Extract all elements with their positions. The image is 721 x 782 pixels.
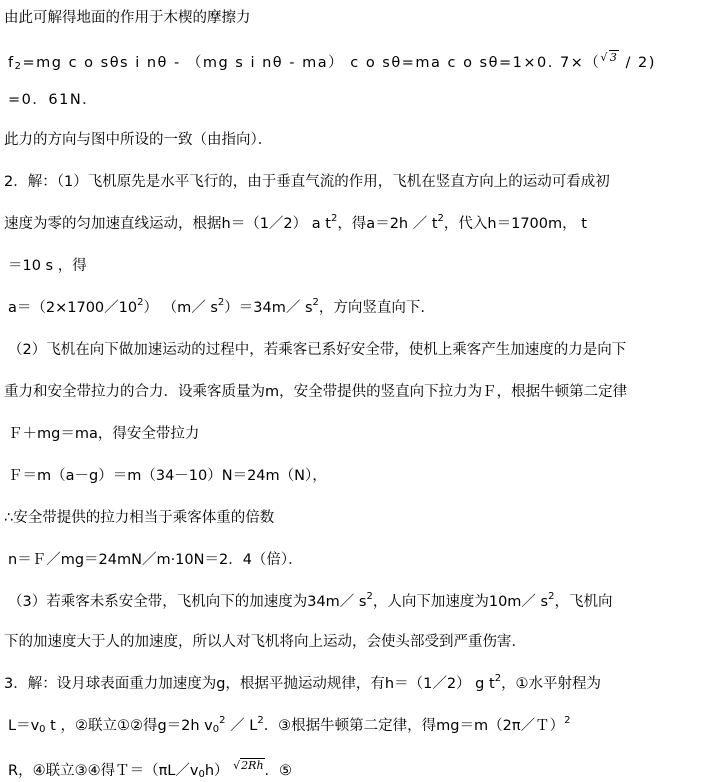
equation-range: [8, 716, 570, 738]
text: ） （m／ s: [143, 300, 218, 316]
superscript: 2: [257, 715, 264, 726]
text: / 2): [619, 55, 656, 71]
text: Ｆ＋mg＝ma，得安全带拉力: [8, 426, 200, 442]
equation-ratio: [8, 550, 303, 572]
text: n＝Ｆ／mg＝24mN／m·10N＝2．4（倍）．: [8, 552, 303, 568]
text: 重力和安全带拉力的合力．设乘客质量为m，安全带提供的竖直向下拉力为Ｆ，根据牛顿第二定律: [4, 384, 628, 400]
subscript: 0: [39, 724, 46, 735]
sqrt-symbol: [600, 50, 619, 64]
radicand: 3: [609, 51, 619, 64]
text-line-direction: [4, 130, 272, 152]
problem-3-heading: [4, 674, 601, 696]
superscript: 2: [366, 591, 373, 602]
text: ，方向竖直向下.: [318, 300, 426, 316]
text: ）＝34m／ s: [224, 300, 313, 316]
equation-newton: [8, 424, 199, 446]
text: =mg c o sθs i nθ - （mg s i nθ - ma） c o sθ=ma c o sθ=1×0. 7×（: [22, 55, 601, 71]
radical-sign: √: [600, 51, 609, 64]
text: ／ L: [225, 718, 258, 734]
text-line-resultant-force: [4, 382, 627, 404]
text-line-therefore: [4, 508, 274, 530]
superscript: 2: [548, 591, 555, 602]
text-line-friction-intro: [4, 8, 251, 30]
problem-2-heading: [4, 172, 610, 194]
text: 3．解：设月球表面重力加速度为g，根据平抛运动规律，有h＝（1／2） g t: [4, 676, 495, 692]
subscript: 0: [212, 724, 220, 735]
text: 由此可解得地面的作用于木楔的摩擦力: [4, 10, 251, 26]
text-line-part3: [8, 592, 612, 614]
text-line-t10: [8, 256, 87, 278]
superscript: 2: [137, 297, 144, 308]
text: t ，②联立①②得g＝2h v: [45, 718, 213, 734]
text: （2）飞机在向下做加速运动的过程中，若乘客已系好安全带，使机上乘客产生加速度的力是向下: [8, 342, 627, 358]
equation-f2: [8, 48, 656, 70]
equation-period: [8, 756, 292, 778]
subscript: 0: [198, 769, 205, 780]
text: ＝10 s ，得: [8, 258, 87, 274]
text-line-uniform-accel: [4, 214, 587, 236]
text: =0．61N．: [8, 92, 99, 108]
text: 2．解：（1）飞机原先是水平飞行的，由于垂直气流的作用，飞机在竖直方向上的运动可看成初: [4, 174, 610, 190]
text: ，得a＝2h ／ t: [337, 216, 438, 232]
superscript: 2: [217, 297, 225, 308]
radical-sign: √: [233, 759, 241, 772]
subscript: 2: [14, 61, 23, 72]
text: ．⑤: [264, 763, 293, 779]
superscript: 2: [312, 297, 319, 308]
equation-result: [8, 90, 98, 112]
text-line-part2: [8, 340, 626, 362]
text: ∴安全带提供的拉力相当于乘客体重的倍数: [4, 510, 275, 526]
text: h）: [204, 763, 234, 779]
superscript: 2: [437, 213, 444, 224]
text: 速度为零的匀加速直线运动，根据h＝（1／2） a t: [4, 216, 331, 232]
superscript: 2: [330, 213, 338, 224]
superscript: 2: [219, 715, 226, 726]
text: ．③根据牛顿第二定律，得mg＝m（2π／Ｔ）: [263, 718, 565, 734]
text: 此力的方向与图中所设的一致（由指向）．: [4, 132, 273, 148]
sqrt-symbol: [233, 758, 264, 772]
text: 下的加速度大于人的加速度，所以人对飞机将向上运动，会使头部受到严重伤害．: [4, 634, 526, 650]
superscript: 2: [494, 673, 502, 684]
text: ，飞机向: [554, 594, 613, 610]
text: ，人向下加速度为10m／ s: [372, 594, 549, 610]
text: f: [8, 55, 15, 71]
text: a＝（2×1700／10: [8, 300, 138, 316]
superscript: 2: [564, 715, 571, 726]
text: Ｆ＝m（a－g）＝m（34－10）N＝24m（N），: [8, 468, 327, 484]
text: （3）若乘客未系安全带，飞机向下的加速度为34m／ s: [8, 594, 367, 610]
text: ，①水平射程为: [501, 676, 602, 692]
text: R，④联立③④得Ｔ＝（πL／v: [8, 763, 199, 779]
text: L＝v: [8, 718, 40, 734]
equation-belt-force: [8, 466, 327, 488]
text: ，代入h＝1700m， t: [443, 216, 587, 232]
equation-acceleration: [8, 298, 425, 320]
radicand: 2Rh: [241, 759, 264, 772]
text-line-injury: [4, 632, 526, 654]
